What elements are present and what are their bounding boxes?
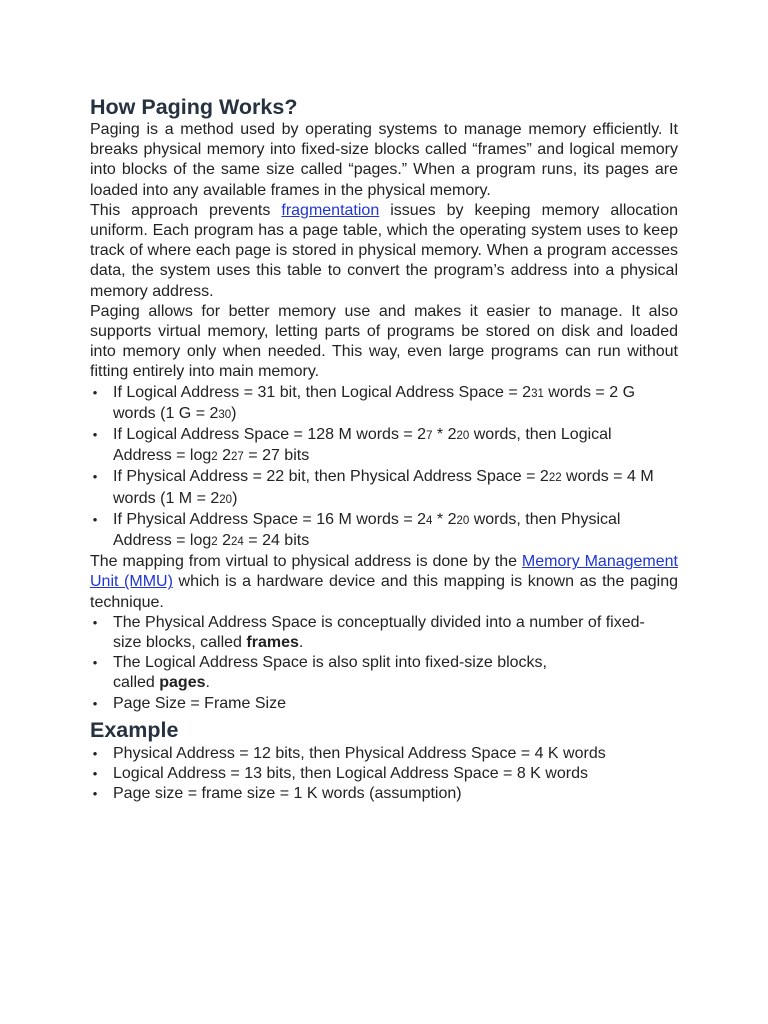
mmu-link[interactable]: Memory Management Unit (MMU) [90, 553, 678, 591]
log-base: 2 [211, 536, 218, 549]
list-text: words, then Logical Address = log [113, 426, 612, 465]
document-page [90, 94, 678, 805]
list-text: * 2 [432, 510, 457, 528]
paragraph-text: This approach prevents [90, 201, 282, 219]
list-text: * 2 [432, 426, 457, 444]
list-item [92, 784, 678, 804]
exponent: 24 [231, 536, 244, 549]
list-item [92, 383, 678, 425]
bullet-icon: • [92, 511, 98, 527]
paragraph-virtual-memory: Paging allows for better memory use and makes it easier to manage. It also supports virtual memory, letting parts of programs be stored on disk and loaded into memory only when needed. This way, even large programs can run without fitting entirely into main memory. [90, 302, 678, 381]
exponent: 4 [426, 514, 433, 527]
bullet-icon: • [92, 695, 98, 711]
list-text: If Logical Address Space = 128 M words = 2 [113, 426, 427, 444]
list-text: If Physical Address Space = 16 M words = 2 [113, 510, 427, 528]
bullet-icon: • [92, 745, 98, 761]
exponent: 20 [456, 430, 470, 443]
list-item [92, 467, 678, 509]
bullet-icon: • [92, 786, 98, 802]
term-pages: pages [159, 674, 206, 692]
paragraph-mmu [90, 552, 678, 613]
list-text: ) [232, 489, 238, 507]
example-heading: Example [90, 717, 179, 742]
list-text: The Logical Address Space is also split into fixed-size blocks, called [113, 654, 547, 692]
list-text: words, then Physical Address = log [113, 510, 621, 550]
bullet-icon: • [92, 469, 98, 485]
address-example-list [90, 383, 678, 553]
paragraph-paging-definition: Paging is a method used by operating systems to manage memory efficiently. It breaks physical memory into fixed-size blocks called “frames” and logical memory into blocks of the same size called “pages.” When a program runs, its pages are loaded into any available frames in the physical memory. [90, 121, 678, 199]
bullet-icon: • [92, 427, 98, 443]
exponent: 30 [218, 408, 232, 421]
list-item [92, 510, 678, 552]
fragmentation-link[interactable]: fragmentation [281, 201, 380, 219]
list-text: Page Size = Frame Size [113, 694, 286, 712]
log-base: 2 [211, 451, 218, 464]
exponent: 27 [231, 451, 244, 464]
list-text: If Physical Address = 22 bit, then Physical Address Space = 2 [113, 468, 549, 486]
list-text: = 24 bits [243, 532, 310, 550]
paragraph-fragmentation [90, 201, 678, 302]
list-item [92, 653, 678, 693]
exponent: 20 [219, 493, 233, 506]
list-item [92, 425, 678, 467]
exponent: 22 [548, 472, 562, 485]
list-item [92, 613, 678, 653]
bullet-icon: • [92, 614, 98, 630]
list-text: ) [231, 404, 237, 422]
example-list [90, 744, 678, 805]
list-text: Logical Address = 13 bits, then Logical Address Space = 8 K words [113, 765, 588, 783]
bullet-icon: • [92, 655, 98, 671]
concept-list [90, 613, 678, 714]
list-text: words = 2 G words (1 G = 2 [113, 383, 636, 422]
list-text: 2 [217, 447, 232, 465]
bullet-icon: • [92, 384, 98, 400]
exponent: 20 [456, 514, 470, 527]
list-text: If Logical Address = 31 bit, then Logical Address Space = 2 [113, 383, 532, 401]
list-text: 2 [217, 532, 232, 550]
list-item [92, 744, 678, 764]
list-text: words = 4 M words (1 M = 2 [113, 468, 654, 507]
list-text: . [205, 674, 210, 692]
list-item [92, 764, 678, 784]
list-text: = 27 bits [243, 447, 310, 465]
paragraph-text: issues by keeping memory allocation uniform. Each program has a page table, which the operating system uses to keep track of where each page is stored in physical memory. When a program accesses data, the system uses this table to convert the program’s address into a physical memory address. [90, 201, 678, 300]
list-item [92, 694, 678, 714]
list-text: Physical Address = 12 bits, then Physical Address Space = 4 K words [113, 744, 606, 762]
paragraph-text: which is a hardware device and this mapping is known as the paging technique. [90, 573, 679, 611]
page-title: How Paging Works? [90, 95, 298, 119]
list-text: Page size = frame size = 1 K words (assumption) [113, 785, 462, 803]
bullet-icon: • [92, 766, 98, 782]
term-frames: frames [246, 634, 299, 652]
exponent: 7 [426, 430, 433, 443]
paragraph-text: The mapping from virtual to physical address is done by the [90, 553, 522, 571]
list-text: . [298, 634, 304, 652]
exponent: 31 [531, 387, 544, 400]
list-text: The Physical Address Space is conceptually divided into a number of fixed-size blocks, called [113, 613, 645, 652]
